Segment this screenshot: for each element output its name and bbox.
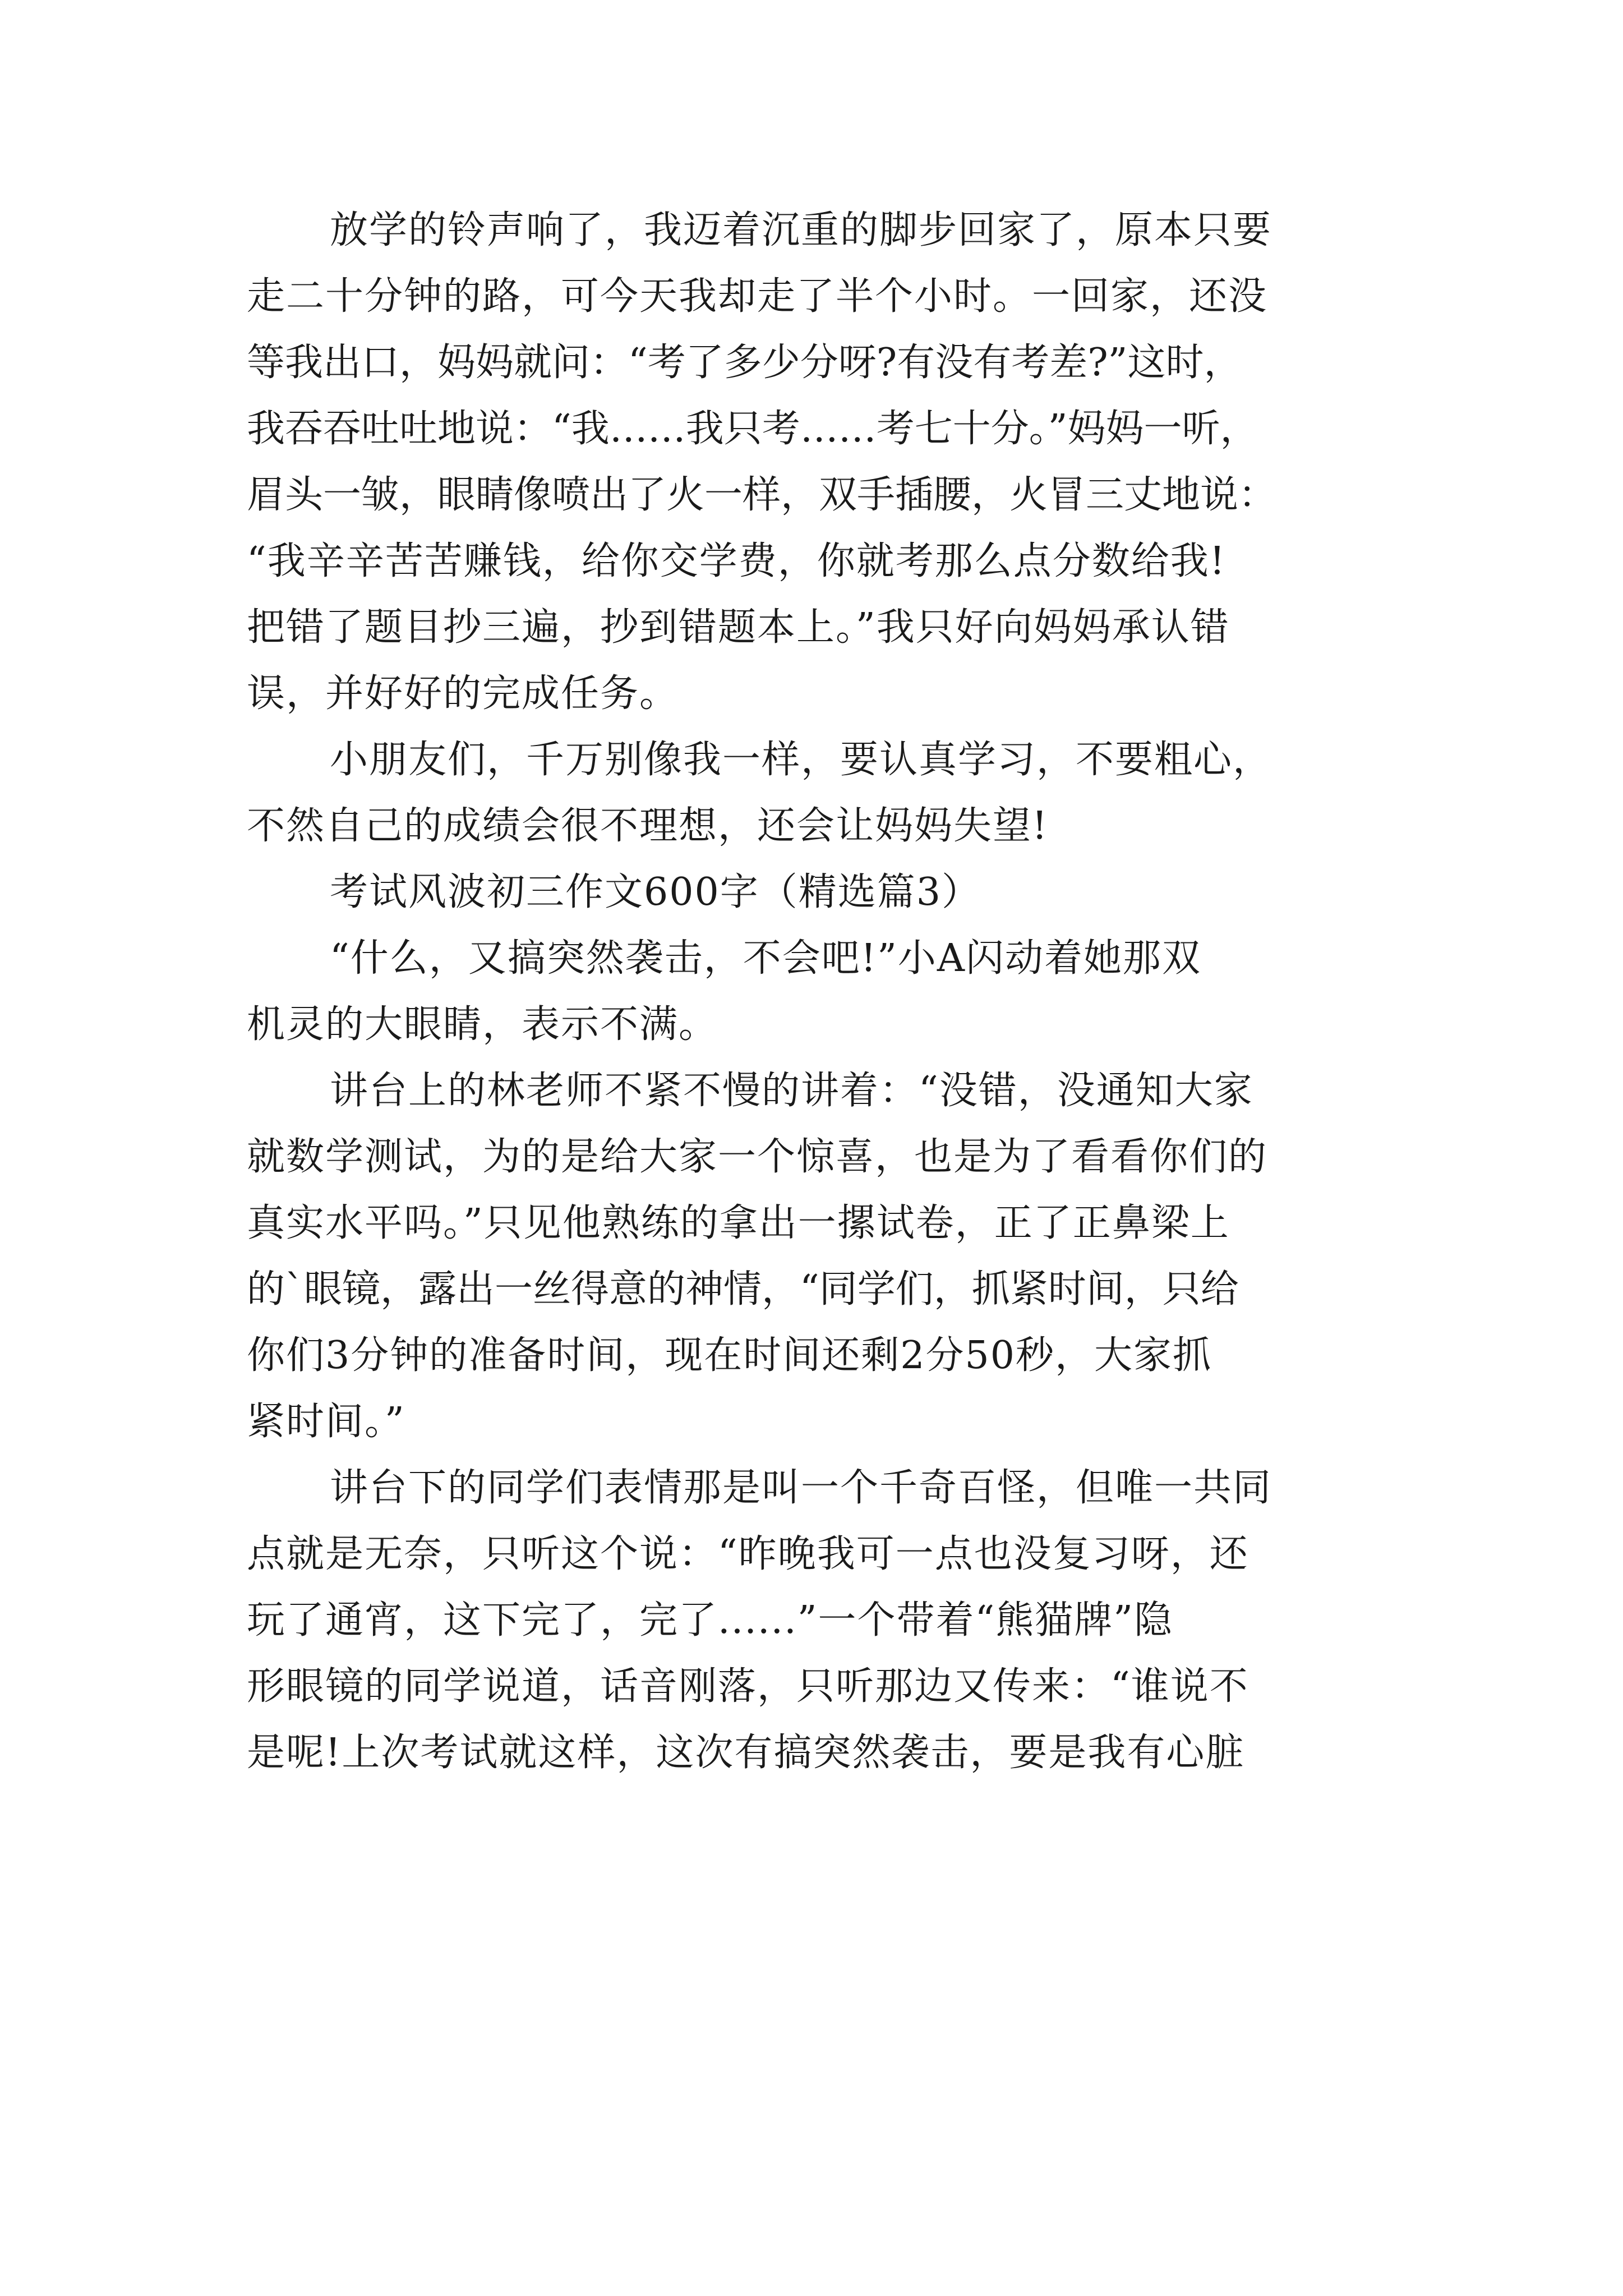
paragraph-line: 讲台上的林老师不紧不慢的讲着：“没错，没通知大家 [330, 1069, 1253, 1113]
section-heading: 考试风波初三作文600字（精选篇3） [330, 870, 981, 914]
paragraph-line: 小朋友们，千万别像我一样，要认真学习，不要粗心， [330, 738, 1272, 782]
paragraph-line: 眉头一皱，眼睛像喷出了火一样，双手插腰，火冒三丈地说： [247, 473, 1277, 517]
paragraph-line: “我辛辛苦苦赚钱，给你交学费，你就考那么点分数给我! [247, 539, 1227, 583]
paragraph-line: 形眼镜的同学说道，话音刚落，只听那边又传来：“谁说不 [247, 1664, 1249, 1709]
paragraph-line: 我吞吞吐吐地说：“我……我只考……考七十分。”妈妈一听， [247, 407, 1258, 451]
paragraph-line: 把错了题目抄三遍，抄到错题本上。”我只好向妈妈承认错 [247, 605, 1230, 650]
paragraph-line: 真实水平吗。”只见他熟练的拿出一摞试卷，正了正鼻梁上 [247, 1201, 1230, 1245]
paragraph-line: 误，并好好的完成任务。 [247, 671, 679, 716]
paragraph-line: 就数学测试，为的是给大家一个惊喜，也是为了看看你们的 [247, 1135, 1268, 1179]
paragraph-line: 放学的铃声响了，我迈着沉重的脚步回家了，原本只要 [330, 208, 1272, 252]
paragraph-line: “什么，又搞突然袭击，不会吧!”小A闪动着她那双 [330, 936, 1201, 981]
article-body [247, 197, 1391, 1786]
paragraph-line: 等我出口，妈妈就问：“考了多少分呀?有没有考差?”这时， [247, 341, 1242, 385]
paragraph-line: 是呢!上次考试就这样，这次有搞突然袭击，要是我有心脏 [247, 1731, 1245, 1775]
paragraph-line: 走二十分钟的路，可今天我却走了半个小时。一回家，还没 [247, 274, 1268, 319]
paragraph-line: 机灵的大眼睛，表示不满。 [247, 1002, 718, 1047]
paragraph-line: 点就是无奈，只听这个说：“昨晚我可一点也没复习呀，还 [247, 1532, 1249, 1576]
paragraph-line: 不然自己的成绩会很不理想，还会让妈妈失望! [247, 804, 1049, 848]
paragraph-line: 讲台下的同学们表情那是叫一个千奇百怪，但唯一共同 [330, 1466, 1272, 1510]
paragraph-line: 你们3分钟的准备时间，现在时间还剩2分50秒，大家抓 [247, 1333, 1212, 1378]
paragraph-line: 紧时间。” [247, 1400, 405, 1444]
paragraph-line: 玩了通宵，这下完了，完了......”一个带着“熊猫牌”隐 [247, 1598, 1173, 1642]
paragraph-line: 的`眼镜，露出一丝得意的神情，“同学们，抓紧时间，只给 [247, 1267, 1239, 1312]
